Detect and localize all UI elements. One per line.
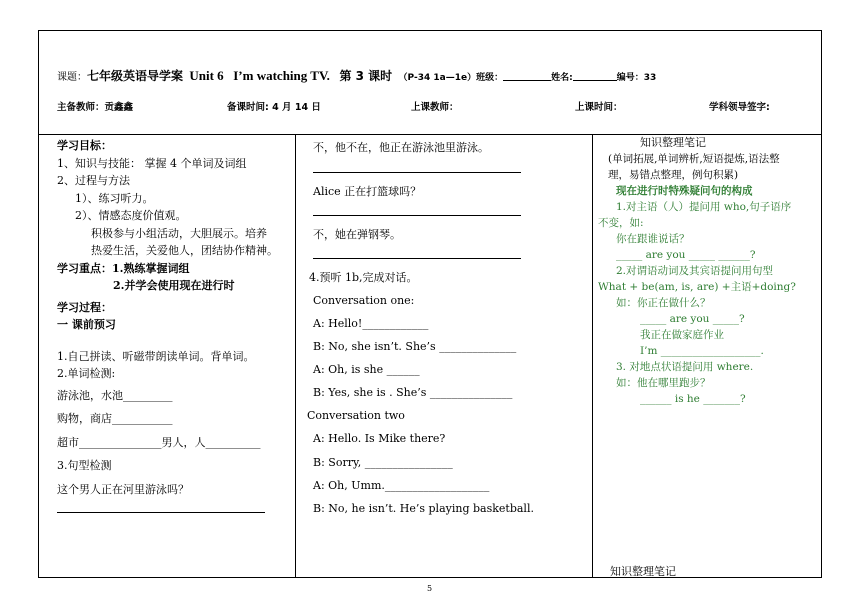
- grammar-title: 现在进行时特殊疑问句的构成: [616, 185, 753, 197]
- header: [39, 31, 821, 135]
- grammar-2d[interactable]: _____ are you _____?: [640, 313, 745, 325]
- goal-2c: 积极参与小组活动，大胆展示。培养: [91, 226, 267, 240]
- grammar-2e: 我正在做家庭作业: [640, 329, 724, 341]
- grammar-1: 1.对主语（人）提问用 who,句子语序: [616, 201, 792, 213]
- grammar-1c: 你在跟谁说话？: [616, 233, 690, 245]
- answer-line[interactable]: [57, 511, 265, 513]
- word-2[interactable]: 购物，商店___________: [57, 412, 173, 425]
- topic-label: 课题：: [57, 72, 87, 83]
- key-1: 1.熟练掌握词组: [112, 261, 190, 275]
- conv1-b[interactable]: B: No, she isn’t. She’s ______________: [313, 340, 517, 354]
- column-divider-2: [592, 135, 593, 578]
- step-2: 2.单词检测:: [57, 367, 116, 380]
- notes-title: 知识整理笔记: [640, 136, 706, 149]
- conv1-d[interactable]: B: Yes, she is . She’s _______________: [313, 386, 513, 400]
- conv2-c[interactable]: A: Oh, Umm.___________________: [313, 478, 490, 492]
- class-blank[interactable]: [503, 70, 551, 81]
- column-middle: [307, 139, 534, 517]
- sentence-1: 这个男人正在河里游泳吗？: [57, 482, 189, 496]
- conv1-a[interactable]: A: Hello!____________: [313, 317, 429, 331]
- grammar-2: 2.对谓语动词及其宾语提问用句型: [616, 265, 774, 277]
- key-label: 学习重点：: [57, 261, 112, 275]
- conv2-b[interactable]: B: Sorry, ________________: [313, 455, 453, 469]
- column-divider-1: [295, 135, 296, 578]
- grammar-2f[interactable]: I’m ___________________.: [640, 345, 764, 357]
- goal-2: 2、过程与方法: [57, 174, 130, 187]
- goal-2d: 热爱生活，关爱他人，团结协作精神。: [91, 244, 278, 257]
- lesson: 第 3 课时: [339, 69, 393, 83]
- title-en: I’m watching TV.: [233, 68, 330, 83]
- word-1[interactable]: 游泳池，水池_________: [57, 388, 173, 402]
- goal-1: 1、知识与技能： 掌握 4 个单词及词组: [57, 156, 247, 170]
- notes-footer: 知识整理笔记: [610, 565, 676, 578]
- column-left: [57, 137, 278, 513]
- pages: （P-34 1a—1e）: [398, 73, 477, 83]
- answer-line[interactable]: [313, 257, 521, 259]
- process-title: 学习过程：: [57, 300, 112, 314]
- goals-title: 学习目标：: [57, 139, 112, 152]
- mid-line-3: 不，她在弹钢琴。: [313, 228, 401, 242]
- word-3[interactable]: 超市_______________男人，人__________: [57, 435, 261, 449]
- answer-line[interactable]: [313, 171, 521, 173]
- grammar-3c[interactable]: ______ is he _______?: [640, 393, 746, 405]
- unit: Unit 6: [189, 68, 224, 83]
- column-right: [598, 135, 820, 407]
- conv1-c[interactable]: A: Oh, is she ______: [313, 363, 420, 377]
- worksheet-frame: [38, 30, 822, 578]
- goal-2a: 1）、练习听力。: [75, 191, 154, 205]
- conversation-two: Conversation two: [307, 409, 405, 423]
- conv2-a: A: Hello. Is Mike there?: [313, 432, 446, 446]
- class-label: 班级：: [476, 73, 504, 83]
- conversation-one: Conversation one:: [313, 294, 415, 308]
- leader-sign: 学科领导签字:: [709, 102, 770, 113]
- grammar-2c: 如：你正在做什么？: [616, 297, 711, 309]
- step-1: 1.自己拼读、听磁带朗读单词。背单词。: [57, 349, 255, 363]
- key-2: 2.并学会使用现在进行时: [113, 279, 235, 292]
- step-3: 3.句型检测: [57, 459, 112, 472]
- grammar-2b: What + be(am, is, are) +主语+doing?: [598, 281, 796, 293]
- notes-sub-2: 理，易错点整理，例句积累): [608, 169, 739, 181]
- mid-line-1: 不，他不在，他正在游泳池里游泳。: [313, 141, 489, 154]
- title-cn: 七年级英语导学案: [87, 69, 184, 83]
- notes-sub-1: (单词拓展,单词辨析,短语提炼,语法整: [608, 153, 780, 165]
- page-number: 5: [427, 584, 433, 593]
- answer-line[interactable]: [313, 214, 521, 216]
- number-label: 编号：33: [616, 73, 657, 83]
- mid-line-4: 4.预听 1b,完成对话。: [309, 271, 418, 285]
- name-blank[interactable]: [573, 70, 617, 81]
- name-label: 姓名:: [551, 73, 573, 83]
- grammar-1b: 不变，如:: [598, 217, 644, 229]
- teach-teacher: 上课教师：: [411, 102, 459, 113]
- preview-title: 一 课前预习: [57, 318, 116, 331]
- grammar-1d[interactable]: _____ are you _____ ______?: [616, 249, 756, 261]
- prep-time: 备课时间: 4 月 14 日: [227, 102, 321, 113]
- header-title-line: [57, 67, 656, 84]
- goal-2b: 2）、情感态度价值观。: [75, 209, 187, 222]
- grammar-3: 3. 对地点状语提问用 where.: [616, 361, 754, 373]
- mid-line-2: Alice 正在打篮球吗？: [313, 185, 422, 199]
- main-teacher: 主备教师：贡鑫鑫: [57, 102, 134, 113]
- teach-time: 上课时间：: [575, 102, 623, 113]
- conv2-d: B: No, he isn’t. He’s playing basketball.: [313, 501, 534, 515]
- grammar-3b: 如：他在哪里跑步？: [616, 377, 711, 389]
